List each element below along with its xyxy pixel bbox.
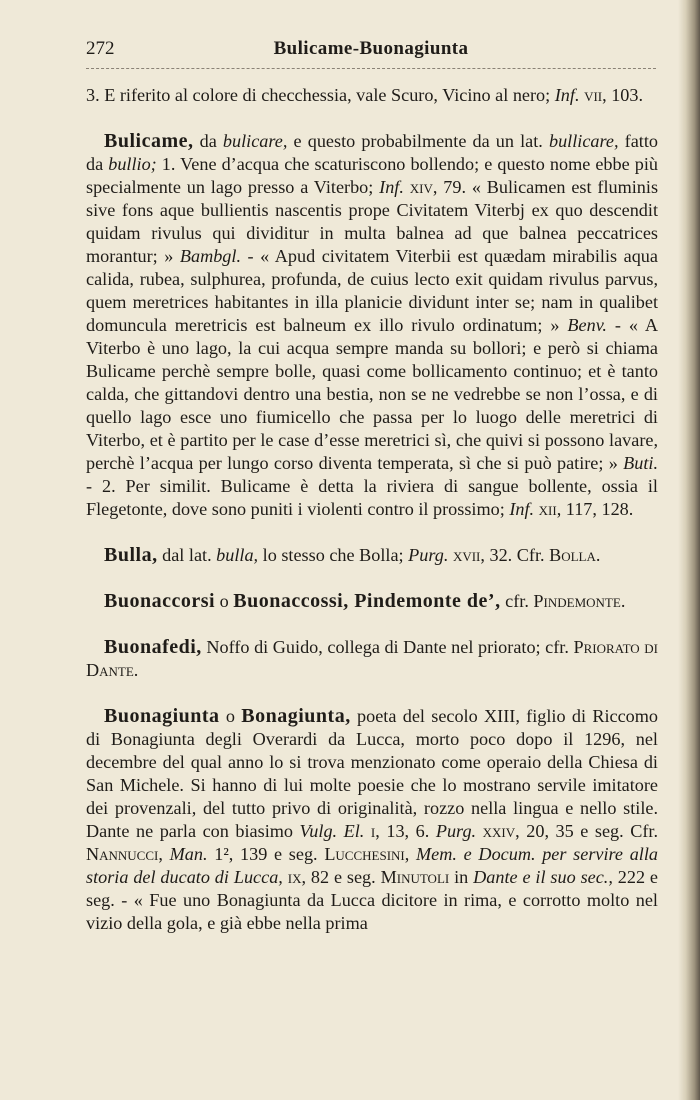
italic-reference: Vulg. El.	[299, 821, 365, 841]
book-spine-shadow	[678, 0, 700, 1100]
italic-reference: Dante e il suo sec.,	[473, 867, 613, 887]
italic-reference: bulicare,	[222, 131, 288, 151]
body-text-run: 222 e seg. - « Fue uno Bonagiunta da Lucca dicitore in rima, e corrotto molto nel vizio della gola, e già ebbe nella prima	[86, 867, 659, 933]
page-header	[86, 36, 656, 62]
smallcaps-reference: Priorato di Dante	[86, 637, 658, 680]
smallcaps-reference: Nannucci	[86, 844, 159, 864]
body-text-run: poeta del secolo XIII, figlio di Riccomo di Bonagiunta degli Overardi da Lucca, morto poco dopo il 1296, nel decembre del qual anno lo si trova menzionato come operaio della Chiesa di San Michele. Si hanno di lui molte poesie che lo mostrano servile imitatore dei provenzali, del tutto privo di originalità, rozzo nella lingua e nello stile. Dante ne parla con biasimo	[86, 706, 659, 841]
entry-bulicame	[86, 130, 658, 521]
headword: Bonagiunta,	[241, 705, 351, 727]
body-text-run: cfr.	[500, 591, 534, 611]
body-text-run: e questo probabilmente da un lat.	[287, 131, 549, 151]
italic-reference: Purg.	[435, 821, 477, 841]
smallcaps-reference: Bolla	[549, 545, 596, 565]
italic-reference: Inf.	[379, 177, 404, 197]
body-text-run: o	[219, 706, 242, 726]
smallcaps-reference: xvii	[452, 545, 481, 565]
body-text-run: , 13, 6.	[375, 821, 436, 841]
italic-reference: bullicare,	[548, 131, 619, 151]
body-text-run: - « A Viterbo è uno lago, la cui acqua sempre manda su bollori; e però si chiama Bulicame perchè sempre bolle, quasi come bollicamento continuo; et è tanto calda, che gittandovi dentro una bestia, non se ne vedrebbe se non l’ossa, e di quello lago esce uno fiumicello che passa per lo luogo delle meretrici di Viterbo, et è partito per le case d’esse meretrici sì, che quivi si possono lavare, perchè l’acqua per lungo corso diventa temperata, sì che si può patire; »	[86, 315, 659, 473]
smallcaps-reference: Minutoli	[380, 867, 450, 887]
body-text-run: ,	[158, 844, 170, 864]
italic-reference: Bambgl.	[179, 246, 242, 266]
body-text-run: lo stesso che Bolla;	[258, 545, 409, 565]
body-text-run: in	[449, 867, 474, 887]
italic-reference: Man.	[169, 844, 208, 864]
running-title: Bulicame-Buonagiunta	[273, 38, 469, 59]
body-text-run: , 103.	[602, 85, 644, 105]
body-text-run: 1², 139 e seg.	[207, 844, 325, 864]
italic-reference: bullio;	[108, 154, 157, 174]
smallcaps-reference: xiv	[409, 177, 433, 197]
headword: Bulicame,	[104, 130, 194, 152]
headword: Bulla,	[104, 544, 158, 566]
header-rule	[86, 68, 656, 69]
smallcaps-reference: Pindemonte	[533, 591, 621, 611]
smallcaps-reference: xii	[538, 499, 557, 519]
headword: Buonagiunta	[104, 705, 220, 727]
italic-reference: Inf.	[554, 85, 580, 105]
italic-reference: Buti.	[623, 453, 658, 473]
dictionary-body	[86, 84, 658, 958]
italic-reference: Inf.	[509, 499, 535, 519]
body-text-run: , 32. Cfr.	[480, 545, 550, 565]
page-number: 272	[86, 38, 115, 59]
body-text-run: , 82 e seg.	[301, 867, 381, 887]
italic-reference: Purg.	[408, 545, 449, 565]
entry-buonafedi	[86, 636, 658, 682]
body-text-run: 1. Vene d’acqua che scaturiscono bollendo; e questo nome ebbe più specialmente un lago presso a Viterbo;	[86, 154, 658, 197]
body-text-run: dal lat.	[157, 545, 217, 565]
smallcaps-reference: i	[370, 821, 376, 841]
italic-reference: bulla,	[216, 545, 259, 565]
continuation-paragraph	[86, 84, 658, 107]
body-text-run: - 2. Per similit. Bulicame è detta la riviera di sangue bollente, ossia il Flegetonte, dove sono puniti i violenti contro il prossimo;	[86, 476, 658, 519]
body-text-run: ,	[404, 844, 417, 864]
italic-reference: Mem. e Docum. per servire alla storia del ducato di Lucca,	[86, 844, 659, 887]
body-text-run: Noffo di Guido, collega di Dante nel priorato; cfr.	[201, 637, 574, 657]
body-text-run: - « Apud civitatem Viterbii est quædam mirabilis aqua calida, rubea, sulphurea, profunda, de cuius lecto exit quidam rivulus parvus, quem meretrices habitantes in illa planicie dividunt inter se; nam in qualibet domuncula meretricis est balneum ex illo rivulo ordinatum; »	[86, 246, 658, 335]
body-text-run: fatto da	[86, 131, 658, 174]
smallcaps-reference: Lucchesini	[324, 844, 405, 864]
smallcaps-reference: vii	[584, 85, 603, 105]
entry-bulla	[86, 544, 658, 567]
entry-buonagiunta	[86, 705, 658, 935]
smallcaps-reference: ix	[287, 867, 302, 887]
headword: Buonafedi,	[104, 636, 202, 658]
body-text-run: .	[595, 545, 601, 565]
headword: Buonaccorsi	[104, 590, 216, 612]
body-text-run: .	[133, 660, 139, 680]
italic-reference: Benv.	[567, 315, 607, 335]
headword: Buonaccossi, Pindemonte de’,	[233, 590, 501, 612]
body-text-run: da	[193, 131, 223, 151]
body-text-run: 3. E riferito al colore di checchessia, vale Scuro, Vicino al nero;	[86, 85, 555, 105]
body-text-run: , 117, 128.	[556, 499, 634, 519]
body-text-run: , 79. « Bulicamen est fluminis sive fons aque bullientis nascentis prope Civitatem Viterbj ex quo descendit quidam rivulus qui dividitur in multa balnea ad que balnea peccatrices morantur; »	[86, 177, 659, 266]
body-text-run: o	[215, 591, 234, 611]
smallcaps-reference: xxiv	[482, 821, 516, 841]
entry-buonaccorsi	[86, 590, 658, 613]
body-text-run: , 20, 35 e seg. Cfr.	[515, 821, 659, 841]
body-text-run: .	[620, 591, 626, 611]
